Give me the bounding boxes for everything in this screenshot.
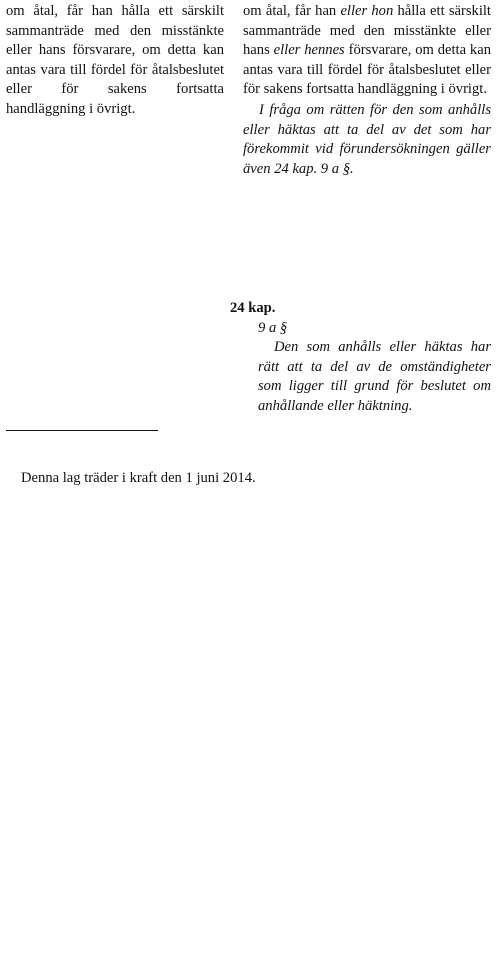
section-text: Den som anhålls eller häktas har rätt att ta del av de omständigheter som ligger till grund för beslutet om anhållande eller häktning. xyxy=(258,339,491,414)
chapter-heading: 24 kap. xyxy=(230,300,276,316)
inserted-text: eller hon xyxy=(340,3,394,19)
inserted-text: eller hennes xyxy=(273,42,345,59)
current-wording-text: om åtal, får han hålla ett särskilt sammanträde med den misstänkte eller hans försvarare, om detta kan antas vara till fördel för åtalsbeslutet eller för sakens fortsatta handläggning i övrigt. xyxy=(6,3,224,117)
entry-into-force-text: Denna lag träder i kraft den 1 juni 2014. xyxy=(21,470,256,486)
proposed-text-part: hålla ett särskilt sammanträde med den misstänkte eller hans xyxy=(243,3,491,59)
amendment-block xyxy=(230,299,491,417)
separator-line xyxy=(6,430,158,431)
proposed-text-part: om åtal, får han xyxy=(243,3,341,19)
section-label: 9 a § xyxy=(258,319,288,336)
new-paragraph: I fråga om rätten för den som anhålls eller häktas att ta del av det som har förekommit vid förundersökningen gäller även 24 kap. 9 a §. xyxy=(243,101,491,177)
current-wording-column xyxy=(6,2,224,120)
proposed-wording-paragraph xyxy=(243,2,491,100)
proposed-text-part: försvarare, om detta kan antas vara till fördel för åtalsbeslutet eller för sakens fortsatta handläggning i övrigt. xyxy=(243,42,492,98)
proposed-wording-column xyxy=(243,2,491,179)
